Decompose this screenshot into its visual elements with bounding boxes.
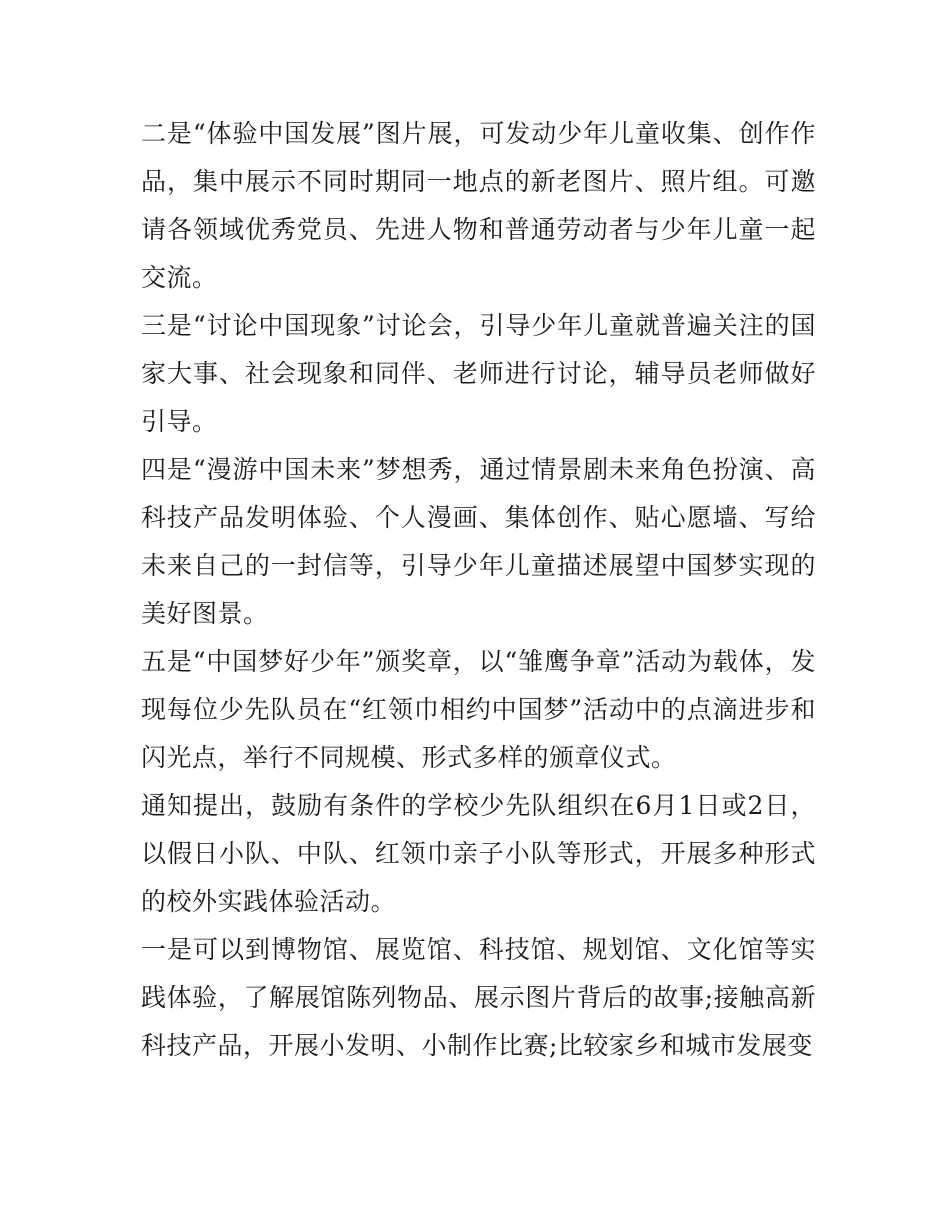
- paragraph-dream-show: 四是“漫游中国未来”梦想秀，通过情景剧未来角色扮演、高科技产品发明体验、个人漫画、集体创作、贴心愿墙、写给未来自己的一封信等，引导少年儿童描述展望中国梦实现的美好图景。: [141, 455, 816, 628]
- paragraph-museum-visit: 一是可以到博物馆、展览馆、科技馆、规划馆、文化馆等实践体验，了解展馆陈列物品、展示图片背后的故事;接触高新科技产品，开展小发明、小制作比赛;比较家乡和城市发展变: [141, 935, 816, 1060]
- paragraph-exhibition: 二是“体验中国发展”图片展，可发动少年儿童收集、创作作品，集中展示不同时期同一地点的新老图片、照片组。可邀请各领域优秀党员、先进人物和普通劳动者与少年儿童一起交流。: [141, 119, 816, 292]
- paragraph-award: 五是“中国梦好少年”颁奖章，以“雏鹰争章”活动为载体，发现每位少先队员在“红领巾相约中国梦”活动中的点滴进步和闪光点，举行不同规模、形式多样的颁章仪式。: [141, 647, 816, 772]
- paragraph-notice: 通知提出，鼓励有条件的学校少先队组织在6月1日或2日，以假日小队、中队、红领巾亲子小队等形式，开展多种形式的校外实践体验活动。: [141, 791, 816, 916]
- paragraph-discussion: 三是“讨论中国现象”讨论会，引导少年儿童就普遍关注的国家大事、社会现象和同伴、老师进行讨论，辅导员老师做好引导。: [141, 311, 816, 436]
- document-body: [141, 110, 816, 1070]
